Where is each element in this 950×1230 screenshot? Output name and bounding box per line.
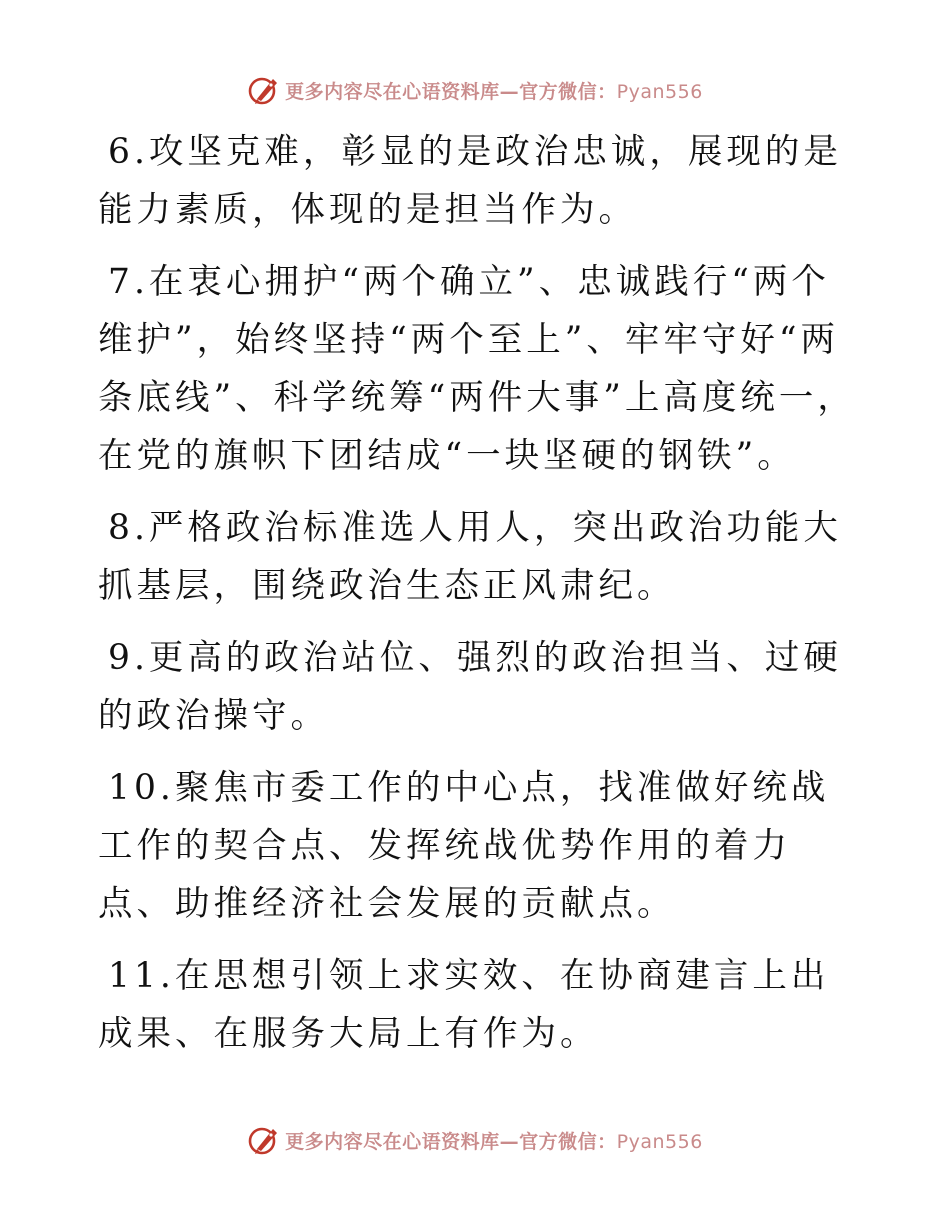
banner-text <box>285 1127 703 1154</box>
paragraph-10: 10.聚焦市委工作的中心点，找准做好统战工作的契合点、发挥统战优势作用的着力点、助推经济社会发展的贡献点。 <box>98 768 830 924</box>
banner-slogan: 更多内容尽在心语资料库—官方微信： <box>285 1130 617 1153</box>
header-banner <box>0 70 950 110</box>
document-body <box>98 123 858 1077</box>
paragraph-11: 11.在思想引领上求实效、在协商建言上出成果、在服务大局上有作为。 <box>98 956 830 1054</box>
paragraph-6: 6.攻坚克难，彰显的是政治忠诚，展现的是能力素质，体现的是担当作为。 <box>98 132 842 230</box>
banner-slogan: 更多内容尽在心语资料库—官方微信： <box>285 80 617 103</box>
paragraph-9: 9.更高的政治站位、强烈的政治担当、过硬的政治操守。 <box>98 638 842 736</box>
footer-banner <box>0 1120 950 1160</box>
pen-nib-circle-logo-icon <box>247 1123 281 1157</box>
wechat-id: Pyan556 <box>616 1130 703 1153</box>
paragraph-8: 8.严格政治标准选人用人，突出政治功能大抓基层，围绕政治生态正风肃纪。 <box>98 508 842 606</box>
paragraph-7: 7.在衷心拥护“两个确立”、忠诚践行“两个维护”，始终坚持“两个至上”、牢牢守好“两条底线”、科学统筹“两件大事”上高度统一，在党的旗帜下团结成“一块坚硬的钢铁”。 <box>98 262 856 476</box>
banner-text <box>285 77 703 104</box>
pen-nib-circle-logo-icon <box>247 73 281 107</box>
wechat-id: Pyan556 <box>616 80 703 103</box>
